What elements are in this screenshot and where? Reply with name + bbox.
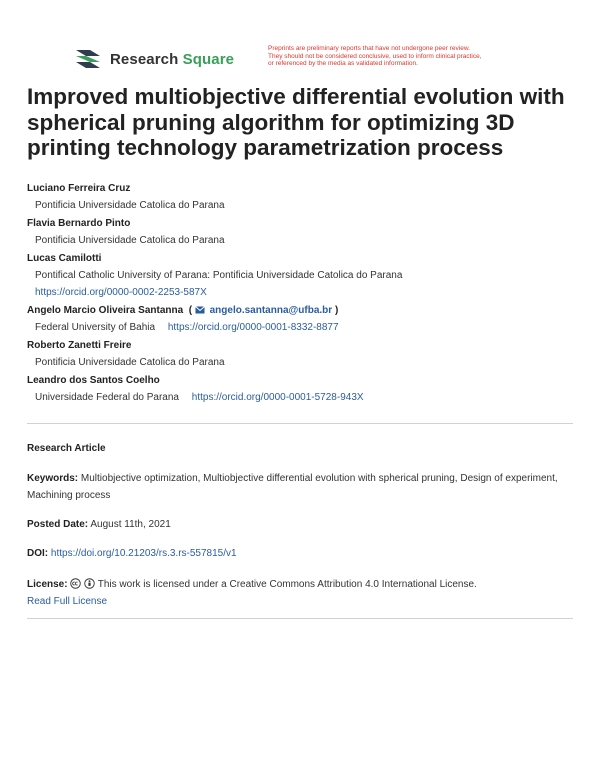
logo-word-square: Square	[182, 50, 235, 68]
research-square-logo[interactable]	[74, 48, 234, 70]
author-name[interactable]: Angelo Marcio Oliveira Santanna	[27, 305, 184, 316]
cc-icon	[70, 578, 81, 589]
author-name[interactable]: Roberto Zanetti Freire	[27, 340, 132, 351]
logo-word-research: Research	[110, 50, 179, 68]
author-name[interactable]: Flavia Bernardo Pinto	[27, 218, 131, 229]
paper-title: Improved multiobjective differential evolution with spherical pruning algorithm for optimizing 3D printing technology parametrization process	[27, 84, 565, 160]
by-icon	[84, 578, 95, 589]
read-full-license-link[interactable]: Read Full License	[27, 596, 108, 607]
logo-text	[110, 51, 234, 68]
author-affiliation: Pontificia Universidade Catolica do Parana	[35, 357, 225, 368]
mail-icon	[195, 306, 205, 314]
author-affiliation: Federal University of Bahia	[35, 322, 156, 333]
author-orcid-row	[27, 284, 587, 301]
keywords-label: Keywords:	[27, 473, 79, 484]
open-paren: (	[185, 305, 193, 316]
author-affiliation: Pontificia Universidade Catolica do Parana	[35, 200, 225, 211]
author-affiliation: Pontifical Catholic University of Parana: Pontificia Universidade Catolica do Parana	[35, 270, 403, 281]
author-email-link[interactable]: angelo.santanna@ufba.br	[209, 305, 333, 316]
license-text: This work is licensed under a Creative Commons Attribution 4.0 International License.	[97, 579, 477, 590]
orcid-link[interactable]: https://orcid.org/0000-0001-5728-943X	[191, 392, 364, 403]
article-type-label: Research Article	[27, 443, 106, 454]
author-entry	[27, 250, 587, 301]
posted-date	[27, 516, 577, 533]
posted-date-value: August 11th, 2021	[90, 519, 171, 530]
author-affiliation: Universidade Federal do Parana	[35, 392, 179, 403]
close-paren: )	[334, 305, 339, 316]
research-square-logo-icon	[74, 48, 102, 70]
disclaimer-line: Preprints are preliminary reports that have not undergone peer review.	[268, 45, 470, 52]
divider-bottom	[27, 618, 573, 619]
author-entry	[27, 215, 587, 249]
doi-link[interactable]: https://doi.org/10.21203/rs.3.rs-557815/v1	[50, 548, 237, 559]
author-affiliation-row	[27, 389, 587, 406]
author-entry	[27, 337, 587, 371]
article-type	[27, 440, 577, 457]
keywords-text: Multiobjective optimization, Multiobjective differential evolution with spherical pruning, Design of experiment, Machining process	[27, 473, 558, 501]
orcid-link[interactable]: https://orcid.org/0000-0001-8332-8877	[167, 322, 339, 333]
preprint-header	[0, 0, 600, 80]
author-name[interactable]: Lucas Camilotti	[27, 253, 102, 264]
preprint-disclaimer	[268, 45, 548, 68]
author-name-row	[27, 302, 587, 319]
disclaimer-line: They should not be considered conclusive, used to inform clinical practice,	[268, 52, 482, 60]
author-affiliation: Pontificia Universidade Catolica do Parana	[35, 235, 225, 246]
posted-date-label: Posted Date:	[27, 519, 89, 530]
doi-label: DOI:	[27, 548, 49, 559]
divider-top	[27, 423, 573, 424]
keywords	[27, 470, 577, 504]
license-label: License:	[27, 579, 68, 590]
doi	[27, 545, 577, 562]
author-affiliation-row	[27, 319, 587, 336]
license	[27, 576, 577, 610]
author-entry	[27, 302, 587, 336]
author-entry	[27, 180, 587, 214]
author-entry	[27, 372, 587, 406]
disclaimer-line: or referenced by the media as validated information.	[268, 60, 418, 68]
author-name[interactable]: Luciano Ferreira Cruz	[27, 183, 131, 194]
orcid-link[interactable]: https://orcid.org/0000-0002-2253-587X	[35, 287, 207, 298]
author-list	[27, 180, 587, 407]
author-name[interactable]: Leandro dos Santos Coelho	[27, 375, 160, 386]
